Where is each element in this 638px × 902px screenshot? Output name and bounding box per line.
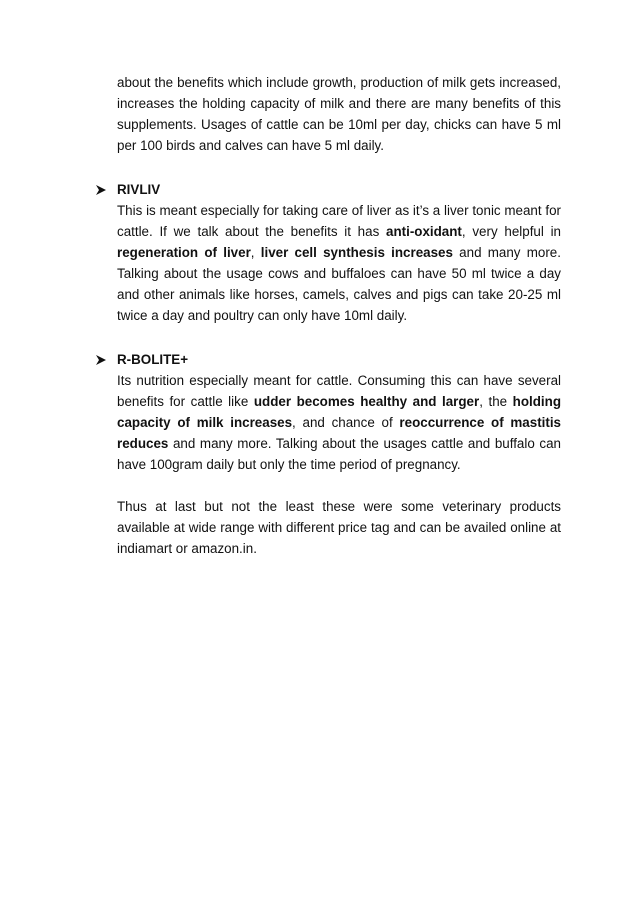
rivliv-bold-regeneration: regeneration of liver xyxy=(117,245,251,260)
rbolite-bold-holding-capacity: holding capacity of milk increases xyxy=(117,394,562,430)
arrowhead-bullet-icon xyxy=(94,349,108,370)
rivliv-title: RIVLIV xyxy=(117,182,161,197)
rivliv-text-2: , very helpful in xyxy=(461,224,561,239)
rbolite-text-1: Its nutrition especially meant for cattle. Consuming this can have several benefits for cattle like xyxy=(117,373,561,409)
intro-paragraph: about the benefits which include growth, production of milk gets increased, increases the holding capacity of milk and there are many benefits of this supplements. Usages of cattle can be 10ml per day, chicks can have 5 ml per 100 birds and calves can have 5 ml daily. xyxy=(117,75,561,153)
arrowhead-bullet-icon xyxy=(94,179,108,200)
rbolite-text-4: and many more. Talking about the usages cattle and buffalo can have 100gram daily but only the time period of pregnancy. xyxy=(117,436,561,472)
rbolite-text-3: , and chance of xyxy=(292,415,400,430)
rbolite-text-2: , the xyxy=(479,394,513,409)
rbolite-bold-udder: udder becomes healthy and larger xyxy=(253,394,480,409)
rbolite-title: R-BOLITE+ xyxy=(117,352,189,367)
rbolite-bold-mastitis: reoccurrence of mastitis reduces xyxy=(117,415,562,451)
paragraph-spacer xyxy=(117,475,561,496)
rivliv-paragraph xyxy=(117,200,561,326)
rivliv-bold-synthesis: liver cell synthesis increases xyxy=(260,245,453,260)
rivliv-text-3: , xyxy=(250,245,261,260)
rivliv-text-4: and many more. Talking about the usage cows and buffaloes can have 50 ml twice a day and other animals like horses, camels, calves and pigs can take 20-25 ml twice a day and poultry can only have 10ml daily. xyxy=(117,245,561,323)
page-content xyxy=(117,72,561,559)
rivliv-bold-anti-oxidant: anti-oxidant xyxy=(386,224,462,239)
rivliv-text-1: This is meant especially for taking care of liver as it’s a liver tonic meant for cattle. If we talk about the benefits it has xyxy=(117,203,561,239)
rbolite-heading xyxy=(117,349,561,370)
closing-paragraph: Thus at last but not the least these were some veterinary products available at wide range with different price tag and can be availed online at indiamart or amazon.in. xyxy=(117,499,561,556)
rbolite-paragraph xyxy=(117,370,561,475)
section-rivliv xyxy=(117,179,561,326)
section-rbolite xyxy=(117,349,561,559)
rivliv-heading xyxy=(117,179,561,200)
